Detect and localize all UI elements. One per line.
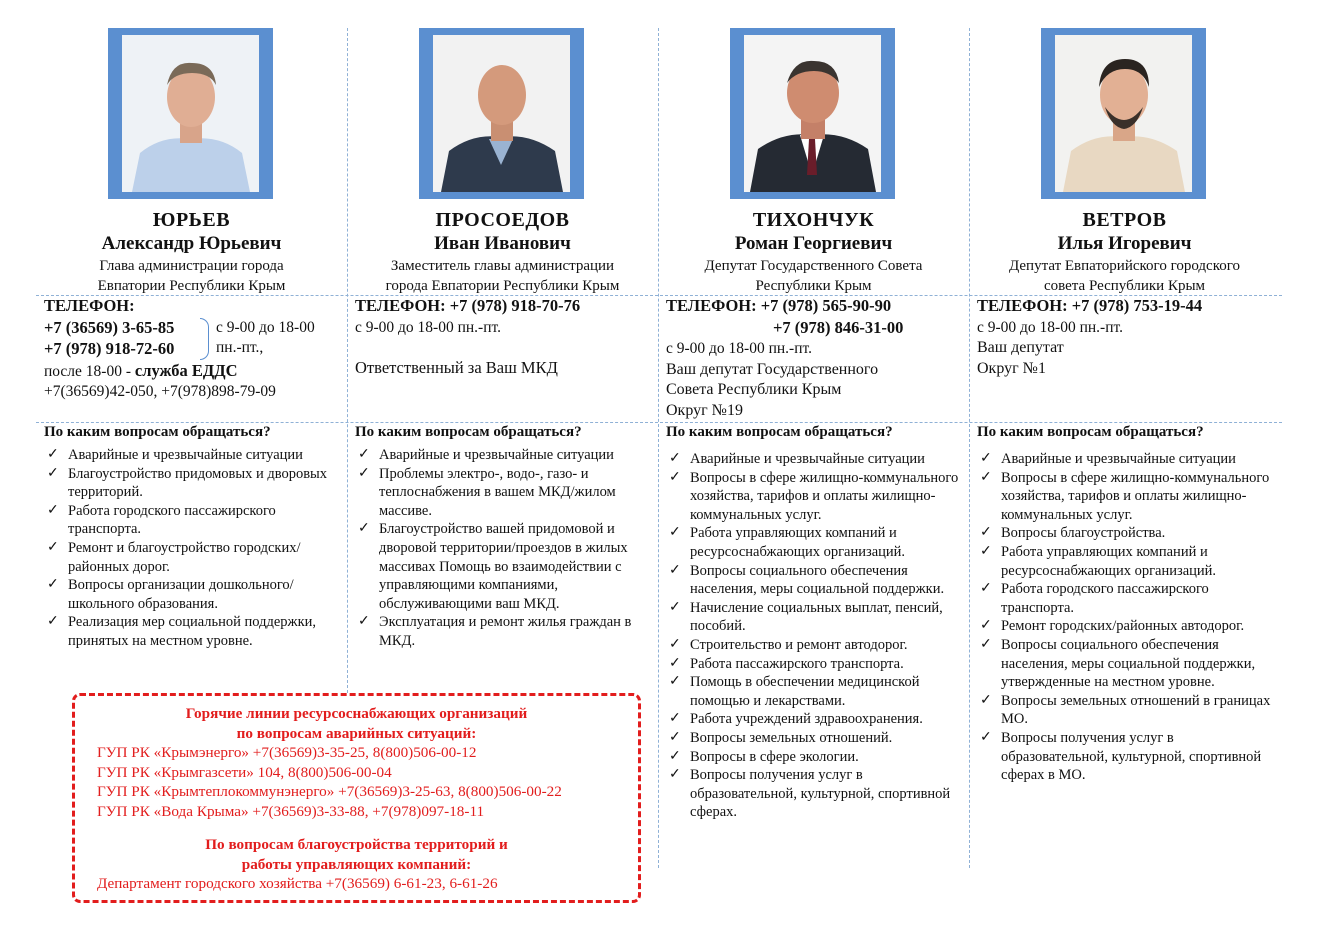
surname: ВЕТРОВ [1082,209,1167,231]
phone-block [355,296,655,379]
questions-title: По каким вопросам обращаться? [44,424,271,440]
list-item: ✓ Аварийные и чрезвычайные ситуации [980,451,1236,467]
checkmark-icon: ✓ [980,469,992,485]
checkmark-icon: ✓ [980,581,992,597]
deputy-note: Ваш депутат Государственного [666,360,879,378]
phone-number[interactable]: +7 (978) 846-31-00 [773,317,904,337]
checkmark-icon: ✓ [980,636,992,652]
checkmark-icon: ✓ [669,599,681,615]
checkmark-icon: ✓ [47,502,59,518]
photo-frame [730,28,895,199]
position-line: Глава администрации города [99,258,284,274]
list-item: ✓ Вопросы получения услуг в образовательной, культурной, спортивной сферах. [669,767,951,821]
phone-number[interactable]: ТЕЛЕФОН: +7 (978) 565-90-90 [666,296,892,315]
list-item: ✓ Начисление социальных выплат, пенсий, пособий. [669,599,943,635]
position-line: Депутат Государственного Совета [704,258,923,274]
list-item: ✓ Вопросы земельных отношений в границах МО. [980,692,1271,728]
questions-title: По каким вопросам обращаться? [977,424,1204,440]
hotline-entry[interactable]: ГУП РК «Крымэнерго» +7(36569)3-35-25, 8(800)506-00-12 [97,744,477,761]
questions-list [977,450,1277,785]
checkmark-icon: ✓ [669,451,681,466]
hotline-entry[interactable]: ГУП РК «Крымтеплокоммунэнерго» +7(36569)3-25-63, 8(800)506-00-22 [97,783,562,800]
list-item: ✓ Помощь в обеспечении медицинской помощью и лекарствами. [669,674,920,709]
list-item: ✓ Работа учреждений здравоохранения. [669,711,923,728]
phone-hours: с 9-00 до 18-00 пн.-пт. [666,340,812,357]
deputy-note: Ваш депутат [977,339,1064,356]
questions-list [44,446,344,651]
given-name: Александр Юрьевич [101,233,282,254]
list-item: ✓ Работа управляющих компаний и ресурсоснабжающих организаций. [669,525,906,560]
checkmark-icon: ✓ [669,674,681,690]
position-title [979,256,1270,296]
list-item: ✓ Вопросы социального обеспечения населения, меры социальной поддержки, утвержденные на местном уровне. [980,636,1256,691]
checkmark-icon: ✓ [669,525,681,541]
checkmark-icon: ✓ [980,618,992,634]
position-title [668,256,959,296]
list-item: ✓ Ремонт и благоустройство городских/районных дорог. [47,539,301,575]
phone-number[interactable]: ТЕЛЕФОН: +7 (978) 918-70-76 [355,296,581,315]
portrait-image [744,35,881,192]
given-name: Илья Игоревич [1057,233,1192,254]
checkmark-icon: ✓ [669,469,681,485]
phone-number[interactable]: +7 (36569) 3-65-85 [44,317,175,337]
list-item: ✓ Вопросы земельных отношений. [669,729,893,746]
position-line: совета Республики Крым [1043,278,1206,294]
checkmark-icon: ✓ [47,465,59,481]
checkmark-icon: ✓ [47,447,59,462]
position-line: Евпатории Республики Крым [97,278,286,294]
list-item: ✓ Строительство и ремонт автодорог. [669,636,908,653]
checkmark-icon: ✓ [358,614,370,630]
hotlines-box [72,693,641,903]
checkmark-icon: ✓ [47,614,59,630]
list-item: ✓ Аварийные и чрезвычайные ситуации [47,447,303,463]
list-item: ✓ Ремонт городских/районных автодорог. [980,618,1245,635]
checkmark-icon: ✓ [47,577,59,593]
checkmark-icon: ✓ [669,636,681,652]
hotline-entry[interactable]: ГУП РК «Вода Крыма» +7(36569)3-33-88, +7(978)097-18-11 [97,802,485,820]
list-item: ✓ Работа управляющих компаний и ресурсоснабжающих организаций. [980,543,1217,579]
checkmark-icon: ✓ [980,729,992,745]
checkmark-icon: ✓ [47,539,59,555]
questions-title: По каким вопросам обращаться? [666,424,893,440]
phone-label: ТЕЛЕФОН: [44,296,135,315]
phone-block [44,296,344,403]
list-item: ✓ Благоустройство вашей придомовой и дворовой территории/проездов в жилых массивах Помощь во взаимодействии с управляющими компаниями, обслуживающими ваш МКД. [358,521,628,612]
questions-list [666,450,966,822]
given-name: Иван Иванович [434,233,571,254]
phone-block [666,296,966,421]
checkmark-icon: ✓ [358,521,370,537]
portrait-photo [1055,35,1192,192]
surname: ЮРЬЕВ [152,209,231,231]
questions-title: По каким вопросам обращаться? [355,424,582,440]
position-line: Депутат Евпаторийского городского [1008,258,1241,274]
list-item: ✓ Аварийные и чрезвычайные ситуации [358,447,614,463]
given-name: Роман Георгиевич [734,233,893,254]
person-name [36,208,347,256]
hotlines-subtitle: по вопросам аварийных ситуаций: [236,724,477,742]
portrait-image [1055,35,1192,192]
list-item: ✓ Вопросы благоустройства. [980,525,1166,542]
checkmark-icon: ✓ [980,543,992,559]
list-item: ✓ Вопросы организации дошкольного/школьного образования. [47,577,294,612]
person-name [969,208,1280,256]
checkmark-icon: ✓ [669,562,681,578]
position-title [357,256,648,296]
checkmark-icon: ✓ [669,767,681,783]
surname: ПРОСОЕДОВ [435,209,570,231]
list-item: ✓ Работа городского пассажирского транспорта. [980,581,1209,616]
checkmark-icon: ✓ [669,655,681,671]
list-item: ✓ Реализация мер социальной поддержки, принятых на местном уровне. [47,614,317,649]
responsibility-note: Ответственный за Ваш МКД [355,358,558,377]
after-hours-text: после 18-00 - [44,362,135,380]
phone-block [977,296,1277,379]
person-name [347,208,658,256]
phone-hours: с 9-00 до 18-00 пн.-пт. [355,318,501,336]
list-item: ✓ Проблемы электро-, водо-, газо- и теплоснабжения в вашем МКД/жилом массиве. [358,465,616,519]
list-item: ✓ Эксплуатация и ремонт жилья граждан в МКД. [358,614,632,649]
position-line: Заместитель главы администрации [390,258,615,274]
district-number: Округ №1 [977,359,1046,377]
portrait-photo [433,35,570,192]
district-number: Округ №19 [666,401,743,419]
list-item: ✓ Вопросы в сфере жилищно-коммунального хозяйства, тарифов и оплаты жилищно-коммунальных услуг. [669,469,959,523]
list-item: ✓ Работа пассажирского транспорта. [669,655,904,672]
list-item: ✓ Вопросы получения услуг в образовательной, культурной, спортивной сферах в МО. [980,729,1262,784]
portrait-image [433,35,570,192]
photo-frame [108,28,273,199]
list-item: ✓ Вопросы в сфере экологии. [669,748,859,765]
list-item: ✓ Вопросы социального обеспечения населения, меры социальной поддержки. [669,562,945,598]
phone-hours: с 9-00 до 18-00 [216,318,315,336]
checkmark-icon: ✓ [669,729,681,745]
list-item: ✓ Работа городского пассажирского транспорта. [47,502,276,538]
position-line: Республики Крым [755,278,872,294]
list-item: ✓ Вопросы в сфере жилищно-коммунального хозяйства, тарифов и оплаты жилищно-коммунальных услуг. [980,469,1270,523]
improvement-title: По вопросам благоустройства территорий и [205,836,508,853]
checkmark-icon: ✓ [669,711,681,727]
photo-frame [1041,28,1206,199]
checkmark-icon: ✓ [669,748,681,764]
checkmark-icon: ✓ [980,525,992,541]
phone-number[interactable]: +7 (978) 918-72-60 [44,339,175,358]
questions-list [355,446,655,651]
portrait-photo [744,35,881,192]
portrait-image [122,35,259,192]
after-hours-service: служба ЕДДС [134,360,238,380]
hotline-entry[interactable]: Департамент городского хозяйства +7(36569) 6-61-23, 6-61-26 [97,875,498,892]
list-item: ✓ Благоустройство придомовых и дворовых территорий. [47,465,328,501]
portrait-photo [122,35,259,192]
position-line: города Евпатории Республики Крым [385,278,620,294]
surname: ТИХОНЧУК [752,209,875,231]
photo-frame [419,28,584,199]
phone-hours: пн.-пт., [216,339,264,356]
checkmark-icon: ✓ [358,465,370,481]
position-title [46,256,337,296]
checkmark-icon: ✓ [358,447,370,462]
list-item: ✓ Аварийные и чрезвычайные ситуации [669,451,925,467]
person-name [658,208,969,256]
checkmark-icon: ✓ [980,451,992,466]
person-card-vetrov [969,0,1280,870]
improvement-subtitle: работы управляющих компаний: [241,855,472,873]
brace-icon [200,318,209,360]
after-hours-phones[interactable]: +7(36569)42-050, +7(978)898-79-09 [44,383,276,400]
phone-hours: с 9-00 до 18-00 пн.-пт. [977,318,1123,336]
hotlines-title: Горячие линии ресурсоснабжающих организаций [185,705,528,722]
checkmark-icon: ✓ [980,692,992,708]
deputy-note: Совета Республики Крым [666,381,842,398]
phone-number[interactable]: ТЕЛЕФОН: +7 (978) 753-19-44 [977,296,1203,315]
hotline-entry[interactable]: ГУП РК «Крымгазсети» 104, 8(800)506-00-04 [97,763,392,781]
person-card-tikhonchuk [658,0,969,870]
